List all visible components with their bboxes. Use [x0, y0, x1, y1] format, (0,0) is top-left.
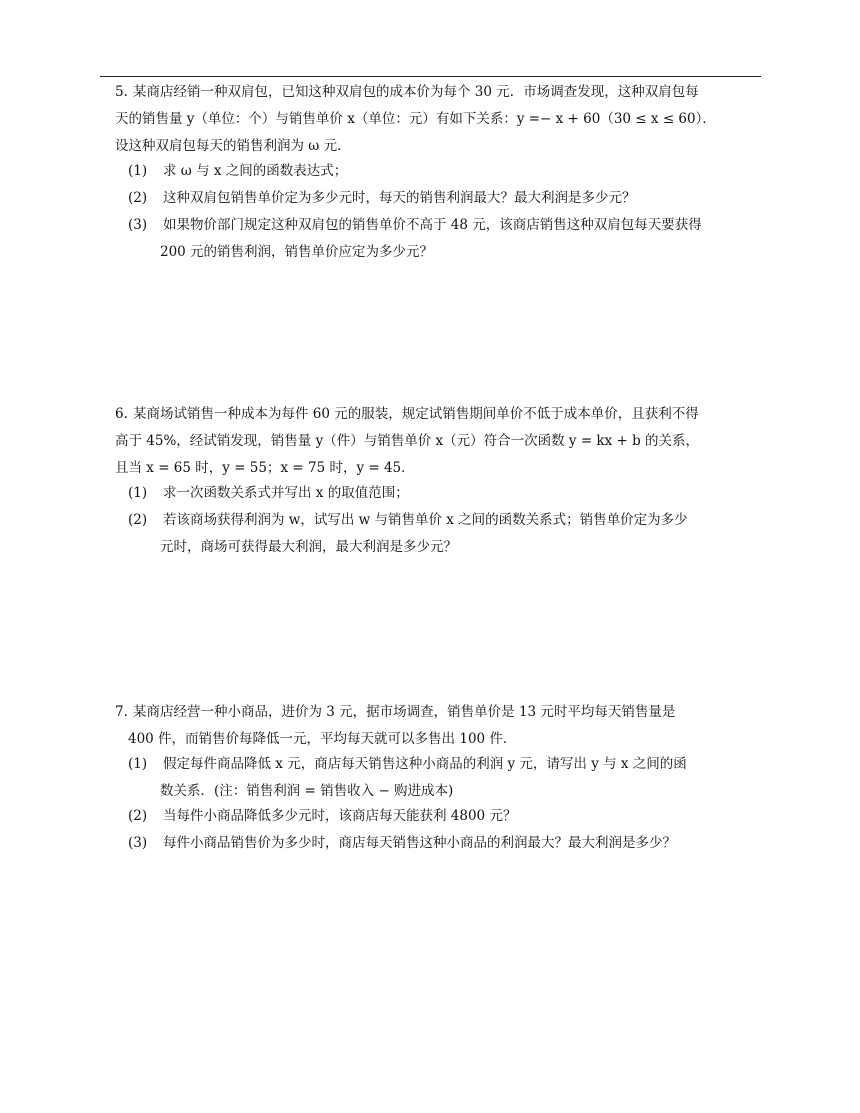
sub-label: (2): [128, 190, 148, 206]
problem-text-line: 天的销售量 y（单位：个）与销售单价 x（单位：元）有如下关系：y =− x + 60（30 ≤ x ≤ 60）．: [115, 111, 716, 127]
problem-text-line: 某商店经销一种双肩包，已知这种双肩包的成本价为每个 30 元．市场调查发现，这种双肩包每: [133, 84, 699, 100]
sub-text-line: 求一次函数关系式并写出 x 的取值范围；: [163, 485, 409, 501]
problem-text-line: 某商店经营一种小商品，进价为 3 元，据市场调查，销售单价是 13 元时平均每天销售量是: [133, 704, 676, 720]
problem-text-line: 设这种双肩包每天的销售利润为 ω 元．: [115, 138, 351, 154]
problem-text-line: 且当 x = 65 时，y = 55；x = 75 时，y = 45．: [115, 460, 415, 476]
problem-number: 7.: [115, 704, 128, 720]
problem-text-line: 400 件，而销售价每降低一元，平均每天就可以多售出 100 件．: [128, 731, 517, 747]
sub-label: (3): [128, 217, 148, 233]
sub-label: (2): [128, 808, 148, 824]
sub-label: (1): [128, 756, 148, 772]
problem-number: 5.: [115, 84, 128, 100]
sub-text-line: 每件小商品销售价为多少时，商店每天销售这种小商品的利润最大？最大利润是多少？: [163, 835, 676, 851]
problem-text-line: 某商场试销售一种成本为每件 60 元的服装，规定试销售期间单价不低于成本单价，且获利不得: [133, 406, 699, 422]
problem-number: 6.: [115, 406, 128, 422]
sub-text-line: 假定每件商品降低 x 元，商店每天销售这种小商品的利润 y 元，请写出 y 与 x 之间的函: [163, 756, 687, 772]
sub-text-line: 当每件小商品降低多少元时，该商店每天能获利 4800 元？: [163, 808, 517, 824]
sub-text-line: 元时，商场可获得最大利润，最大利润是多少元？: [160, 539, 457, 555]
header-rule: [100, 76, 761, 77]
sub-label: (2): [128, 512, 148, 528]
sub-text-line: 数关系．(注：销售利润 = 销售收入 − 购进成本): [160, 783, 454, 799]
sub-label: (3): [128, 835, 148, 851]
sub-text-line: 这种双肩包销售单价定为多少元时，每天的销售利润最大？最大利润是多少元？: [163, 190, 636, 206]
sub-text-line: 200 元的销售利润，销售单价应定为多少元？: [160, 244, 434, 260]
sub-text-line: 如果物价部门规定这种双肩包的销售单价不高于 48 元，该商店销售这种双肩包每天要获得: [163, 217, 702, 233]
sub-text-line: 求 ω 与 x 之间的函数表达式；: [163, 163, 348, 179]
sub-text-line: 若该商场获得利润为 w，试写出 w 与销售单价 x 之间的函数关系式；销售单价定为多少: [163, 512, 688, 528]
problem-text-line: 高于 45%，经试销发现，销售量 y（件）与销售单价 x（元）符合一次函数 y = kx + b 的关系，: [115, 433, 700, 449]
sub-label: (1): [128, 485, 148, 501]
sub-label: (1): [128, 163, 148, 179]
